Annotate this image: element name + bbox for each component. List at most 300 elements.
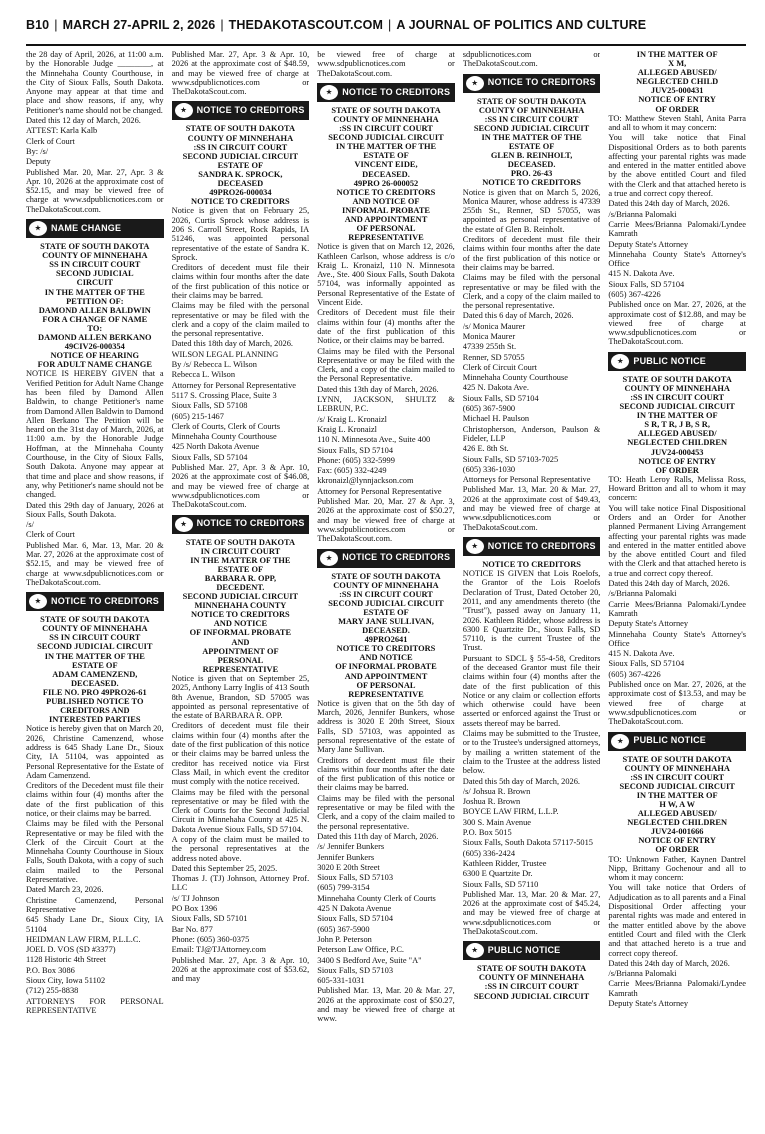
notice-text: Dated this 12 day of March, 2026. [26, 116, 141, 126]
column-3 [317, 50, 455, 1126]
notice-text: Claims may be filed with the personal representative or may be filed with the Clerk, and a copy of the claim mailed to the personal representative. [317, 793, 455, 831]
separator: | [388, 18, 392, 32]
notice-heading-line: SECOND JUDICIAL CIRCUIT [619, 402, 735, 412]
notice-text: Sioux Falls, SD 57104 [317, 914, 394, 924]
notice-text: Sioux Falls, SD 57103 [317, 965, 394, 975]
section-banner [172, 101, 310, 120]
notice-heading [172, 538, 310, 674]
notice-text: Attorney for Personal Representative [171, 380, 297, 390]
section-banner-label: NOTICE TO CREDITORS [196, 519, 305, 529]
notice-heading-line: CREDITORS AND [60, 706, 130, 716]
notice-text: Notice is given that on March 12, 2026, Kathleen Carlson, whose address is c/o Kraig L. Kronaizl, 110 N. Minnesota Ave., Ste. 400 Sioux Falls, South Dakota 57104, was informally appointed as Personal Representative of the Estate of Vincent Eide. [317, 242, 455, 308]
column-2 [172, 50, 310, 1126]
notice-heading-line: STATE OF SOUTH DAKOTA [331, 105, 441, 115]
notice-text: Renner, SD 57055 [462, 352, 525, 362]
notice-text: Email: TJ@TJAttorney.com [171, 945, 267, 955]
notice-text: Sioux Falls, SD 57108 [171, 401, 248, 411]
notice-heading-line: SS IN CIRCUIT COURT [49, 633, 141, 643]
notice-text: TO: Matthew Steven Stahl, Anita Parra and all to whom it may concern: [608, 113, 746, 132]
notice-text: 425 N. Dakota Ave. [462, 383, 529, 393]
notice-heading-line: SECOND JUDICIAL CIRCUIT [182, 592, 299, 602]
notice-heading-line: AND [231, 637, 250, 647]
notice-text: Published Mar. 20, Mar. 27, Apr. 3 & Apr. 10, 2026 at the approximate cost of $52.15, and may be viewed free of charge at www.sdpublicnotices.com or TheDakotaScout.com. [26, 167, 164, 214]
notice-text: Michael H. Paulson [462, 414, 530, 424]
notice-heading-line: COUNTY OF MINNEHAHA [624, 383, 730, 393]
notice-text: 425 N Dakota Avenue [317, 904, 392, 914]
notice-heading-line: IN THE MATTER OF THE [335, 142, 437, 152]
section-banner-label: NOTICE TO CREDITORS [342, 87, 451, 97]
notice-heading-line: SECOND JUDICIAL [56, 269, 134, 279]
notice-text: Sioux City, Iowa 51102 [26, 976, 106, 986]
notice-heading [608, 755, 746, 855]
notice-heading-line: NOTICE TO CREDITORS [336, 644, 436, 654]
notice-heading-line: 49CIV26-000354 [64, 342, 125, 352]
notice-columns [26, 50, 746, 1126]
notice-text: Phone: (605) 360-0375 [171, 934, 250, 944]
notice-text: Rebecca L. Wilson [171, 370, 236, 380]
notice-heading-line: STATE OF SOUTH DAKOTA [476, 964, 587, 974]
notice-text: /s/ Jennifer Bunkers [317, 842, 385, 852]
masthead [26, 18, 746, 42]
section-banner-label: NOTICE TO CREDITORS [196, 106, 305, 116]
notice-text: Creditors of decedent must file their claims within four months after the date of the first publication of this notice or their claims may be barred. [317, 755, 455, 793]
notice-heading-line: IN THE MATTER OF THE [190, 555, 291, 565]
notice-text: 645 Shady Lane Dr., Sioux City, IA 51104 [26, 915, 164, 934]
notice-text: Published Mar. 13, Mar. 20 & Mar. 27, 2026 at the approximate cost of $49.43, and may be viewed free of charge at www.sdpublicnotices.com or TheDakotaScout.com. [462, 485, 601, 532]
notice-text: /s/ Johsua R. Brown [462, 786, 531, 796]
notice-text: Published Mar. 6, Mar. 13, Mar. 20 & Mar. 27, 2026 at the approximate cost of $52.15, and may be viewed free of charge at www.sdpublicnotices.com or TheDakotaScout.com. [26, 540, 164, 587]
notice-text: Sioux Falls, SD 57104 [462, 393, 539, 403]
section-banner [26, 219, 164, 238]
notice-text: Claims may be filed with the Personal Representative or may be filed with the Clerk, and a copy of the claim mailed to the Personal Representative. [317, 346, 455, 384]
notice-heading-line: OF ORDER [655, 465, 699, 475]
notice-heading-line: ESTATE OF [363, 607, 409, 617]
notice-text: Published Mar. 20, Mar. 27 & Apr. 3, 2026 at the approximate cost of $50.27, and may be viewed free of charge at www.sdpublicnotices.com or TheDakotaScout.com. [317, 497, 455, 544]
notice-text: John P. Peterson [317, 934, 372, 944]
notice-heading-line: :SS IN CIRCUIT COURT [630, 392, 725, 402]
notice-heading-line: BARBARA R. OPP, [204, 573, 277, 583]
notice-text: Creditors of decedent must file their claims within four (4) months after the date of the first publication of this notice or their claims may be barred unless the creditor has received notice via First Class Mail, in which event the creditor must comply with the notice received. [171, 721, 310, 787]
notice-text: You will take notice that Final Dispositional Orders as to both parents affecting your parental rights was made and entered in the matter entitled above by the above entitled Court and filed with the Clerk and that attached hereto is a true and correct copy thereof. [608, 133, 746, 199]
scout-logo-icon: ★ [611, 354, 629, 369]
section-banner [463, 941, 601, 960]
notice-heading-line: S R, T R, J B, S R, [644, 420, 710, 430]
notice-text: Sioux Falls, SD 57103-7025 [462, 454, 559, 464]
notice-heading-line: JUV25-000431 [650, 86, 704, 96]
notice-heading-line: SECOND JUDICIAL CIRCUIT [37, 642, 153, 652]
notice-heading-line: 49PRO2641 [364, 635, 408, 645]
notice-heading-line: INFORMAL PROBATE [341, 205, 430, 215]
notice-heading-line: VINCENT EIDE, [354, 160, 418, 170]
notice-text: 6300 E Quartzite Dr. [462, 869, 533, 879]
notice-text: /s/ TJ Johnson [171, 893, 220, 903]
notice-text: Christine Camenzend, Personal Representative [26, 895, 164, 914]
notice-heading-line: NEGLECTED CHILD [636, 77, 719, 87]
notice-text: /s/Brianna Palomaki [608, 589, 677, 599]
notice-heading-line: AND APPOINTMENT [344, 215, 428, 225]
notice-heading-line: NOTICE OF HEARING [50, 351, 140, 361]
section-banner-label: NAME CHANGE [51, 223, 122, 233]
notice-text: TO: Heath Leroy Ralls, Melissa Ross, Howard Britton and all to whom it may concern: [608, 474, 746, 503]
notice-text: TO: Unknown Father, Kaynen Dantrel Nipp, Brittany Gochenour and all to whom it may concern: [608, 854, 746, 883]
notice-heading [317, 572, 455, 699]
notice-text: A copy of the claim must be mailed to the personal representatives at the address noted above. [171, 834, 310, 863]
notice-text: 425 North Dakota Avenue [171, 442, 260, 452]
section-banner [172, 515, 310, 534]
notice-heading-line: DECEASED. [362, 169, 410, 179]
notice-text: BOYCE LAW FIRM, L.L.P. [462, 807, 559, 817]
notice-text: Dated this 11th day of March, 2026. [317, 831, 439, 841]
notice-text: Published once on Mar. 27, 2026, at the approximate cost of $12.88, and may be viewed free of charge at www.sdpublicnotices.com or TheDakotaScout.com. [608, 300, 746, 347]
notice-heading [608, 375, 746, 475]
notice-heading-line: PUBLISHED NOTICE TO [46, 697, 144, 707]
notice-text: 3020 E 20th Street [317, 862, 380, 872]
notice-heading-line: DECEASED [217, 179, 264, 189]
notice-heading-line: STATE OF SOUTH DAKOTA [622, 754, 732, 764]
notice-text: Clerk of Courts, Clerk of Courts [171, 421, 280, 431]
notice-text: Carrie Mees/Brianna Palomaki/Lyndee Kamrath [608, 599, 746, 618]
notice-heading-line: SECOND JUDICIAL CIRCUIT [473, 123, 590, 133]
notice-heading [463, 964, 601, 1000]
notice-heading-line: IN CIRCUIT COURT [200, 546, 281, 556]
section-banner [317, 83, 455, 102]
notice-heading-line: STATE OF SOUTH DAKOTA [185, 537, 296, 547]
scout-logo-icon: ★ [175, 517, 193, 532]
notice-text: 1128 Historic 4th Street [26, 955, 106, 965]
notice-text: Sioux Falls, SD 57104 [608, 279, 685, 289]
notice-heading-line: DECEASED. [362, 626, 410, 636]
notice-text: Claims may be filed with the Personal Representative or may be filed with the Clerk of the Circuit Court at the Minnehaha County Courthouse in Sioux Falls, South Dakota, with a copy of such claim mailed to the Personal Representative. [26, 819, 164, 885]
notice-text: Minnehaha County Clerk of Courts [317, 893, 436, 903]
notice-heading-line: AND NOTICE OF [352, 196, 420, 206]
notice-heading-line: X M, [668, 59, 687, 69]
notice-heading-line: NOTICE OF ENTRY [638, 95, 716, 105]
section-banner-label: NOTICE TO CREDITORS [487, 541, 596, 551]
notice-heading-line: :SS IN CIRCUIT COURT [630, 772, 725, 782]
notice-text: the 28 day of April, 2026, at 11:00 a.m. by the Honorable Judge ________, at the Minnehaha County Courthouse, in the City of Sioux Falls, South Dakota. Anyone may appear at that time and place and show reasons, if any, why Petitioner's name should not be changed. [26, 50, 164, 115]
notice-heading-line: IN THE MATTER OF [636, 411, 718, 421]
notice-heading-line: COUNTY OF MINNEHAHA [624, 763, 730, 773]
notice-heading-line: NOTICE TO CREDITORS [482, 559, 581, 569]
notice-heading [26, 242, 164, 369]
notice-text: Creditors of decedent must file their claims within four months after the date of the first publication of this notice or their claims may be barred. [171, 263, 310, 300]
scout-logo-icon: ★ [29, 594, 47, 609]
notice-heading-line: IN THE MATTER OF THE [44, 651, 145, 661]
separator: | [220, 18, 224, 32]
notice-heading-line: GLEN B. REINHOLT, [490, 151, 573, 161]
notice-heading-line: :SS IN CIRCUIT COURT [484, 982, 579, 992]
separator: | [54, 18, 58, 32]
notice-text: (605) 367-4226 [608, 290, 661, 299]
notice-text: Monica Maurer [462, 331, 516, 341]
notice-heading-line: STATE OF SOUTH DAKOTA [185, 124, 296, 134]
notice-text: You will take notice Final Dispositional Orders and an Order for Another planned Permanent Living Arrangement affecting your parental rights was made and entered in the matter entitled above by the above entitled Court and filed with the Clerk and that attached hereto is a true and correct copy thereof. [608, 503, 746, 578]
notice-text: Minnehaha County Courthouse [462, 373, 568, 383]
notice-heading-line: IN THE MATTER OF [636, 50, 718, 59]
tagline: A JOURNAL OF POLITICS AND CULTURE [396, 18, 647, 32]
notice-text: PO Box 1396 [171, 904, 218, 914]
notice-heading [317, 106, 455, 242]
notice-heading-line: PERSONAL [217, 655, 264, 665]
notice-text: Minnehaha County State's Attorney's Office [608, 249, 746, 269]
notice-text: Peterson Law Office, P.C. [317, 945, 405, 955]
notice-text: Carrie Mees/Brianna Palomaki/Lyndee Kamrath [608, 219, 746, 239]
scout-logo-icon: ★ [175, 103, 193, 118]
notice-heading-line: STATE OF SOUTH DAKOTA [476, 96, 587, 106]
notice-text: JOEL D. VOS (SD #3377) [26, 945, 116, 955]
notice-heading [608, 50, 746, 114]
notice-text: Jennifer Bunkers [317, 852, 375, 862]
column-5 [608, 50, 746, 1126]
notice-text: Dated March 23, 2026. [26, 885, 104, 895]
notice-heading-line: 49PRO 26-000052 [353, 178, 419, 188]
notice-heading-line: STATE OF SOUTH DAKOTA [622, 374, 732, 384]
section-banner-label: PUBLIC NOTICE [633, 736, 706, 746]
notice-text: P.O. Box 5015 [462, 828, 512, 838]
notice-text: Kathleen Ridder, Trustee [462, 858, 547, 868]
notice-heading-line: NEGLECTED CHILDREN [627, 438, 728, 448]
notice-text: Sioux Falls, SD 57103 [317, 873, 394, 883]
notice-text: Thomas J. (TJ) Johnson, Attorney Prof. LLC [171, 874, 310, 893]
notice-text: ATTEST: Karla Kalb [26, 126, 98, 136]
notice-text: (605) 367-5900 [462, 404, 516, 414]
notice-text: sdpublicnotices.com or TheDakotaScout.com. [462, 50, 601, 69]
notice-heading-line: REPRESENTATIVE [348, 689, 424, 699]
notice-heading-line: ESTATE OF [72, 660, 118, 670]
notice-text: Pursuant to SDCL § 55-4-58, Creditors of the deceased Grantor must file their claims within four (4) months after the date of the first publication of this Notice or any claim or collection efforts which otherwise could have been asserted or enforced against the Trust or assets thereof may be barred. [462, 653, 601, 728]
notice-heading-line: NOTICE OF ENTRY [638, 836, 716, 846]
notice-heading-line: DECEASED. [507, 160, 556, 170]
notice-text: 415 N. Dakota Ave. [608, 269, 675, 279]
notice-heading-line: DECEASED. [70, 678, 119, 688]
notice-text: 605-331-1031 [317, 976, 365, 986]
notice-heading-line: PRO. 26-43 [510, 169, 553, 179]
notice-text: Notice is given that on the 5th day of March, 2026, Jennifer Bunkers, whose address is 3020 E 20th Street, Sioux Falls, SD 57103, was appointed as personal representative of the estate of Mary Jane Sullivan. [317, 698, 455, 755]
notice-text: (605) 336-1030 [462, 464, 516, 474]
section-banner [26, 592, 164, 611]
notice-heading-line: OF ORDER [655, 104, 699, 114]
notice-heading-line: ESTATE OF [217, 160, 264, 170]
notice-heading-line: AND NOTICE [359, 653, 413, 663]
notice-heading-line: SS IN CIRCUIT COURT [49, 260, 141, 270]
notice-text: P.O. Box 3086 [26, 965, 75, 975]
section-banner [608, 732, 746, 751]
notice-text: Attorney for Personal Representative [317, 486, 442, 496]
notice-text: You will take notice that Orders of Adjudication as to all parents and a Final Dispositional Order affecting your parental rights was made and entered in the matter entitled above by the above entitled Court and filed with the Clerk and that attached hereto is a true and correct copy thereof. [608, 883, 746, 958]
notice-text: Dated this 24th day of March, 2026. [608, 958, 730, 968]
notice-text: 426 E. 8th St. [462, 444, 509, 454]
notice-text: Joshua R. Brown [462, 797, 521, 807]
notice-heading-line: OF INFORMAL PROBATE [189, 628, 292, 638]
scout-logo-icon: ★ [320, 85, 338, 100]
notice-text: Notice is given that on September 25, 2025, Anthony Larry Inglis of 413 South 8th Avenue, Brandon, SD 57005 was appointed as personal representative of the estate of BARBARA R. OPP. [171, 673, 310, 721]
notice-text: be viewed free of charge at www.sdpublicnotices.com or TheDakotaScout.com. [317, 50, 455, 78]
notice-heading-line: JUV24-000453 [650, 447, 704, 457]
notice-text: Published Mar. 13, Mar. 20 & Mar. 27, 2026 at the approximate cost of $45.24, and may be viewed free of charge at www.sdpublicnotices.com or TheDakotaScout.com. [462, 889, 601, 936]
notice-text: /s/Brianna Palomaki [608, 209, 677, 219]
notice-text: Dated this 24th day of March, 2026. [608, 199, 730, 209]
notice-text: Notice is hereby given that on March 20, 2026, Christine Camenzend, whose address is 645 Shady Lane Dr., Sioux City, IA 51104, was appointed as Personal Representative for the Estate of Adam Camenzend. [26, 724, 164, 780]
notice-heading-line: ESTATE OF [363, 151, 409, 161]
notice-heading-line: MARY JANE SULLIVAN, [338, 616, 434, 626]
notice-text: (605) 367-5900 [317, 924, 370, 934]
scout-logo-icon: ★ [466, 943, 484, 958]
notice-text: /s/Brianna Palomaki [608, 969, 677, 979]
notice-text: Sioux Falls, South Dakota 57117-5015 [462, 838, 593, 848]
notice-heading-line: DAMOND ALLEN BERKANO [38, 332, 152, 342]
issue-date: MARCH 27-APRIL 2, 2026 [62, 18, 216, 32]
notice-heading-line: NOTICE TO CREDITORS [191, 197, 290, 207]
notice-heading-line: :SS IN CIRCUIT COURT [339, 124, 433, 134]
section-banner-label: PUBLIC NOTICE [487, 946, 561, 956]
notice-heading-line: OF INFORMAL PROBATE [335, 662, 437, 672]
notice-text: Dated this 18th day of March, 2026. [171, 339, 294, 349]
notice-heading-line: APPOINTMENT OF [202, 646, 279, 656]
notice-text: Sioux Falls, SD 57101 [171, 914, 248, 924]
notice-text: Published Mar. 27, Apr. 3 & Apr. 10, 2026 at the approximate cost of $53.62, and may [171, 955, 310, 984]
notice-heading-line: STATE OF SOUTH DAKOTA [40, 615, 150, 625]
notice-text: Dated this 29th day of January, 2026 at Sioux Falls, South Dakota. [26, 500, 164, 519]
notice-text: Published Mar. 27, Apr. 3 & Apr. 10, 2026 at the approximate cost of $46.08, and may be viewed free of charge at www.sdpublicnotices.com or TheDakotaScout.com. [171, 463, 310, 510]
notice-text: Published Mar. 27, Apr. 3 & Apr. 10, 2026 at the approximate cost of $48.59, and may be viewed free of charge at www.sdpublicnotices.com or TheDakotaScout.com. [171, 50, 310, 97]
section-banner-label: NOTICE TO CREDITORS [342, 553, 451, 563]
notice-text: Christopherson, Anderson, Paulson & Fideler, LLP [462, 424, 601, 443]
notice-text: Deputy State's Attorney [608, 619, 689, 629]
notice-heading-line: AND APPOINTMENT [344, 671, 428, 681]
notice-heading-line: IN THE MATTER OF THE [44, 287, 145, 297]
notice-heading-line: SECOND JUDICIAL CIRCUIT [473, 991, 590, 1001]
notice-text: Clerk of Court [26, 530, 75, 540]
notice-heading-line: INTERESTED PARTIES [49, 715, 141, 725]
notice-heading-line: ALLEGED ABUSED/ [637, 68, 717, 78]
notice-heading-line: NOTICE OF ENTRY [638, 456, 716, 466]
notice-text: 5117 S. Crossing Place, Suite 3 [171, 390, 277, 400]
scout-logo-icon: ★ [466, 76, 484, 91]
notice-heading-line: FOR ADULT NAME CHANGE [37, 360, 152, 370]
notice-text: (712) 255-8838 [26, 986, 79, 996]
notice-heading-line: COUNTY OF MINNEHAHA [333, 114, 439, 124]
notice-text: 415 N. Dakota Ave. [608, 649, 675, 659]
notice-heading-line: REPRESENTATIVE [348, 233, 424, 243]
notice-text: Published once on Mar. 27, 2026, at the approximate cost of $13.53, and may be viewed free of charge at www.sdpublicnotices.com or TheDakotaScout.com. [608, 680, 746, 727]
notice-text: Dated this September 25, 2025. [171, 863, 278, 873]
notice-heading-line: 49PRO26-000034 [209, 188, 272, 198]
notice-text: Sioux Falls, SD 57104 [608, 659, 685, 669]
notice-heading-line: TO: [87, 323, 103, 333]
section-banner-label: NOTICE TO CREDITORS [51, 597, 159, 607]
notice-text: NOTICE IS GIVEN that Lois Roelofs, the Grantor of the Lois Roelofs Declaration of Trust, Dated October 20, 2011, and any amendments thereto (the "Trust"), passed away on January 11, 2026. Kathleen Ridder, whose address is 6300 E Quartzite Dr., Sioux Falls, SD 57110, is the current Trustee of the Trust. [462, 569, 601, 653]
notice-heading-line: PETITION OF: [66, 296, 124, 306]
notice-text: ATTORNEYS FOR PERSONAL REPRESENTATIVE [26, 996, 164, 1015]
notice-heading-line: ALLEGED ABUSED/ [637, 429, 717, 439]
notice-text: Fax: (605) 332-4249 [317, 466, 387, 476]
notice-text: 300 S. Main Avenue [462, 817, 532, 827]
notice-text: /s/ [26, 520, 34, 530]
notice-heading-line: SECOND JUDICIAL CIRCUIT [182, 151, 299, 161]
notice-text: Sioux Falls, SD 57110 [462, 879, 539, 889]
notice-text: Sioux Falls, SD 57104 [317, 445, 394, 455]
notice-heading-line: AND NOTICE [213, 619, 268, 629]
notice-heading [463, 560, 601, 569]
notice-text: Claims may be submitted to the Trustee, or to the Trustee's undersigned attorneys, by mailing a written statement of the claim to the Trustee at the address listed below. [462, 729, 601, 776]
scout-logo-icon: ★ [611, 734, 629, 749]
notice-heading-line: OF PERSONAL [356, 224, 416, 234]
notice-heading-line: :SS IN CIRCUIT COURT [484, 114, 579, 124]
notice-heading-line: COUNTY OF MINNEHAHA [478, 973, 585, 983]
notice-text: 47339 255th St. [462, 342, 517, 352]
notice-heading-line: SECOND JUDICIAL CIRCUIT [328, 598, 444, 608]
notice-heading-line: REPRESENTATIVE [202, 664, 279, 674]
notice-heading-line: DECEDENT. [216, 583, 265, 592]
notice-heading-line: SECOND JUDICIAL CIRCUIT [619, 781, 735, 791]
notice-heading-line: H W, A W [659, 800, 696, 809]
notice-heading-line: :SS IN CIRCUIT COURT [193, 142, 288, 152]
notice-text: LYNN, JACKSON, SHULTZ & LEBRUN, P.C. [317, 395, 455, 414]
notice-text: Claims may be filed with the personal representative or may be filed with the clerk and a copy of the claim mailed to the personal representative. [171, 301, 310, 339]
notice-text: kkronaizl@lynnjackson.com [317, 476, 414, 486]
notice-heading [463, 97, 601, 188]
section-banner-label: PUBLIC NOTICE [633, 356, 706, 366]
column-4 [463, 50, 601, 1126]
notice-heading-line: COUNTY OF MINNEHAHA [42, 251, 148, 261]
section-banner [463, 537, 601, 556]
notice-text: Creditors of the Decedent must file their claims within four (4) months after the date of the first publication of this notice, or their claims may be barred. [26, 781, 164, 818]
notice-text: (605) 367-4226 [608, 669, 661, 679]
notice-heading-line: COUNTY OF MINNEHAHA [333, 580, 439, 590]
notice-heading-line: SECOND JUDICIAL CIRCUIT [328, 133, 444, 143]
notice-text: Dated this 5th day of March, 2026. [462, 776, 581, 786]
notice-text: Claims may be filed with the personal representative or may be filed with the Clerk, and a copy of the claim mailed to the personal representative. [462, 273, 601, 311]
notice-heading-line: NOTICE TO CREDITORS [191, 610, 290, 620]
notice-text: Attorneys for Personal Representative [462, 475, 591, 485]
notice-text: (605) 215-1467 [171, 411, 224, 421]
notice-text: Deputy State's Attorney [608, 239, 689, 249]
notice-heading [26, 615, 164, 724]
notice-heading-line: NEGLECTED CHILDREN [627, 818, 728, 828]
notice-text: By /s/ Rebecca L. Wilson [171, 360, 257, 370]
notice-heading-line: DAMOND ALLEN BALDWIN [38, 305, 151, 315]
section-banner [317, 549, 455, 568]
notice-text: WILSON LEGAL PLANNING [171, 349, 279, 359]
notice-heading-line: IN THE MATTER OF THE [481, 132, 582, 142]
notice-text: Deputy State's Attorney [608, 999, 689, 1009]
page-number: B10 [26, 18, 50, 32]
section-banner-label: NOTICE TO CREDITORS [487, 78, 596, 88]
notice-text: NOTICE IS HEREBY GIVEN that a Verified Petition for Adult Name Change has been filed by Damond Allen Baldwin, to change Petitioner's name from Damond Allen Baldwin to Damond Allen Berkano The Petition will be heard on the 31st day of March, 2026, at 11:00 a.m. by the Honorable Judge Hoffman, at the Minnehaha County Courthouse, in the City of Sioux Falls, South Dakota. Anyone may appear at that time and place and show reasons, if any, why Petitioner's name should not be changed. [26, 369, 164, 500]
notice-heading-line: ADAM CAMENZEND, [52, 669, 138, 679]
notice-heading-line: IN THE MATTER OF [636, 790, 718, 800]
scout-logo-icon: ★ [320, 551, 338, 566]
notice-heading-line: ESTATE OF [217, 564, 264, 574]
notice-text: (605) 799-3154 [317, 883, 370, 893]
notice-text: Creditors of Decedent must file their claims within four (4) months after the date of the first publication of this Notice, or their claims may be barred. [317, 308, 455, 346]
masthead-rule [26, 44, 746, 46]
notice-heading-line: OF PERSONAL [356, 680, 416, 690]
notice-text: By: /s/ [26, 146, 49, 156]
notice-heading-line: ESTATE OF [508, 142, 555, 152]
notice-heading-line: NOTICE TO CREDITORS [336, 187, 436, 197]
notice-heading-line: COUNTY OF MINNEHAHA [187, 133, 294, 143]
notice-text: Claims may be filed with the personal representative or may be filed with the Clerk of Courts for the Second Judicial Circuit in Minnehaha County at 425 N. Dakota Avenue Sioux Falls, SD 57104. [171, 787, 310, 834]
notice-heading-line: STATE OF SOUTH DAKOTA [331, 571, 441, 581]
section-banner [463, 74, 601, 93]
notice-text: Notice is given that on February 25, 2026, Curtis Sprock whose address is 206 S. Carroll Street, Rock Rapids, IA 51246, was appointed personal representative of the estate of Sandra K. Sprock. [171, 206, 310, 262]
notice-text: Minnehaha County Courthouse [171, 432, 277, 442]
notice-text: Clerk of Circuit Court [462, 362, 537, 372]
notice-text: Phone: (605) 332-5999 [317, 455, 395, 465]
notice-heading-line: COUNTY OF MINNEHAHA [42, 624, 148, 634]
notice-text: Published Mar. 13, Mar. 20 & Mar. 27, 2026 at the approximate cost of $50.27, and may be viewed free of charge at www. [317, 986, 455, 1024]
